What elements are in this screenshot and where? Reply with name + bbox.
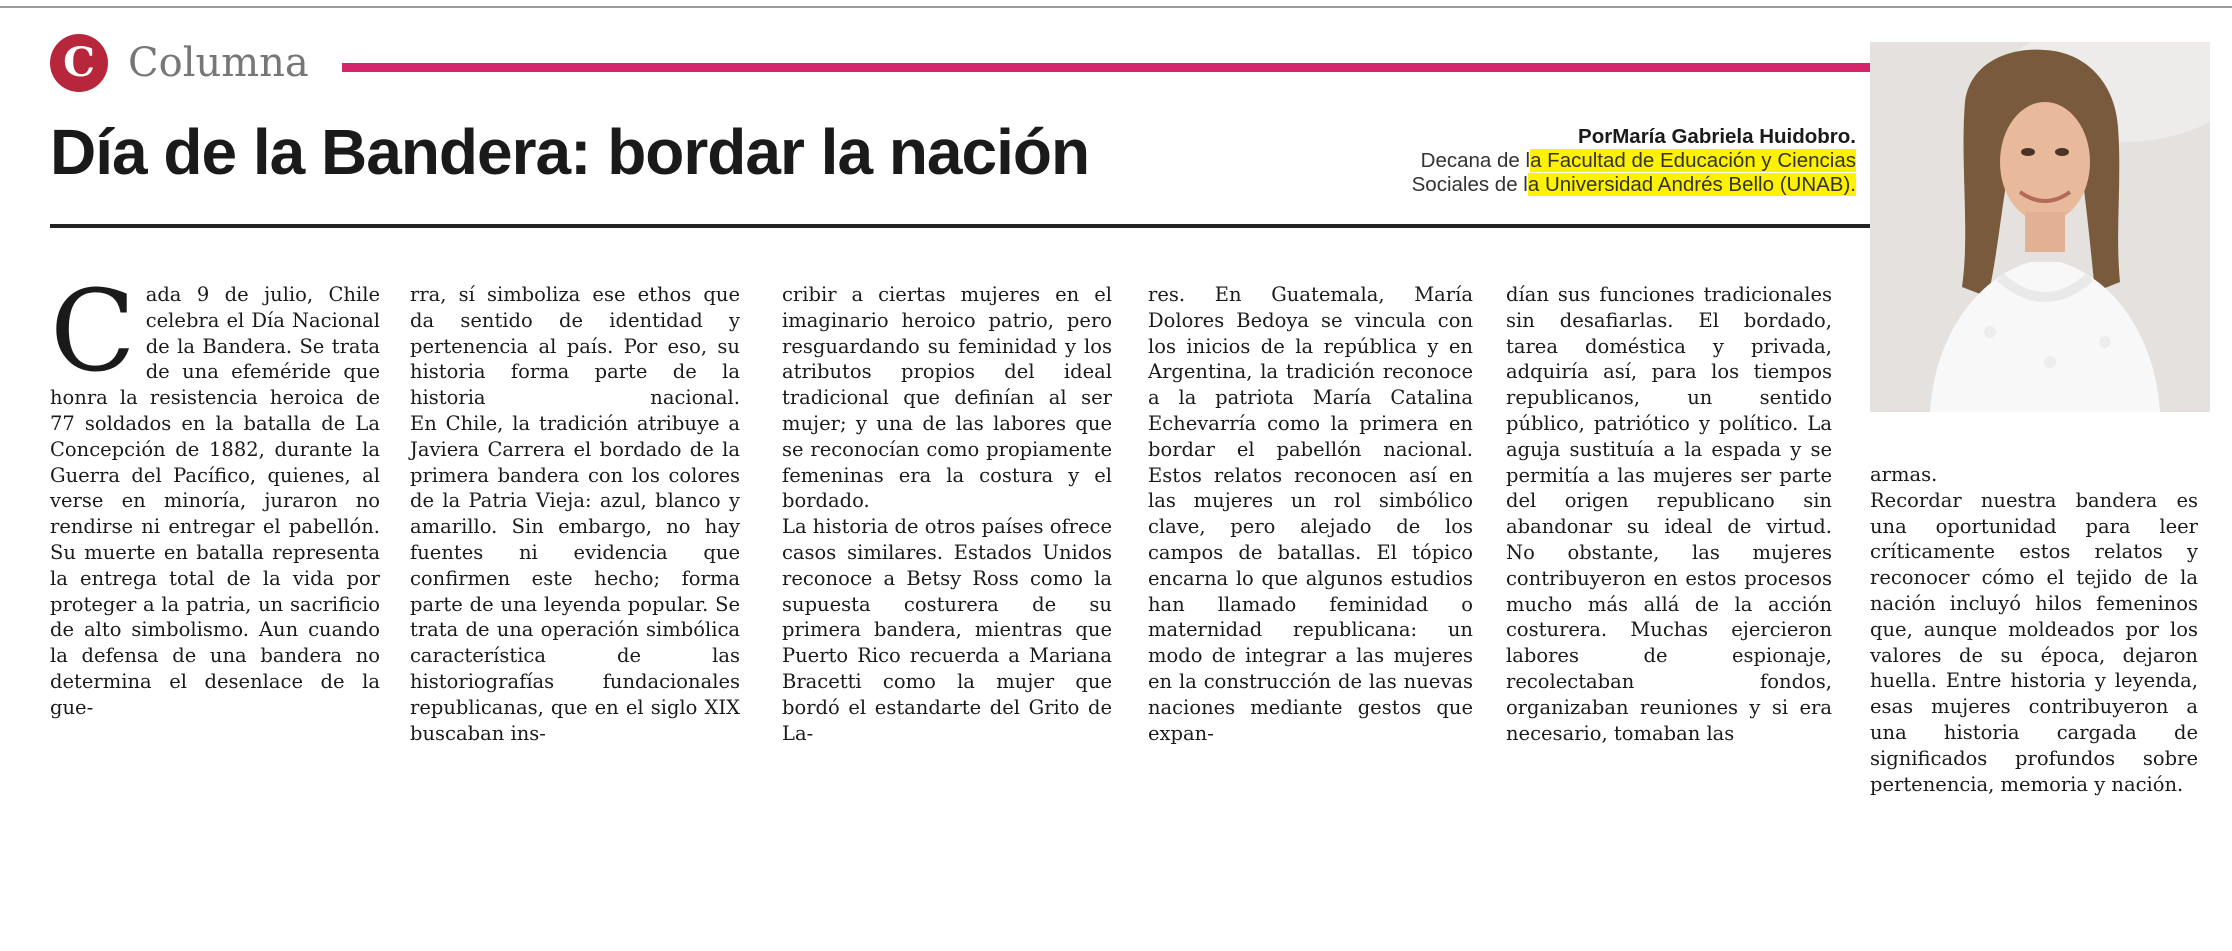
byline xyxy=(1412,125,1856,197)
paragraph: ada 9 de julio, Chile celebra el Día Nacional de la Bandera. Se trata de una efeméride que honra la resistencia heroica de 77 soldados en la batalla de La Concepción de 1882, durante la Guerra del Pacífico, quienes, al verse en minoría, juraron no rendirse ni entregar el pabellón. xyxy=(50,283,380,539)
article-column-1 xyxy=(50,267,380,721)
headline-rule xyxy=(50,224,1870,228)
paragraph: En Chile, la tradición atribuye a Javiera Carrera el bordado de la primera bandera con los colores de la Patria Vieja: azul, blanco y amarillo. Sin embargo, no hay fuentes ni evidencia que confirmen este hecho; forma parte de una leyenda popular. Se trata de una operación simbólica característica de las historiografías fundacionales republicanas, que en el siglo XIX buscaban ins- xyxy=(410,411,740,745)
byline-role-line2 xyxy=(1412,173,1856,197)
paragraph: No obstante, las mujeres contribuyeron en estos procesos mucho más allá de la acción costurera. Muchas ejercieron labores de espionaje, recolectaban fondos, organizaban reuniones y si era necesario, tomaban las xyxy=(1506,540,1832,745)
section-label: Columna xyxy=(128,40,309,86)
paragraph: armas. xyxy=(1870,463,1938,486)
article-column-6 xyxy=(1870,462,2198,797)
byline-role-line2-plain: Sociales de l xyxy=(1411,173,1528,196)
paragraph: Su muerte en batalla representa la entrega total de la vida por proteger a la patria, un sacrificio de alto simbolismo. Aun cuando la defensa de una bandera no determina el desenlace de la gue- xyxy=(50,540,380,719)
byline-role-line2-highlight: a Universidad Andrés Bello (UNAB). xyxy=(1527,173,1856,196)
article-column-5 xyxy=(1506,282,1832,746)
paragraph: Estos relatos reconocen así en las mujeres un rol simbólico clave, pero alejado de los campos de batallas. El tópico encarna lo que algunos estudios han llamado feminidad o maternidad republicana: un modo de integrar a las mujeres en la construcción de las nuevas naciones mediante gestos que expan- xyxy=(1148,463,1473,745)
paragraph: Recordar nuestra bandera es una oportunidad para leer críticamente estos relatos y reconocer cómo el tejido de la nación incluyó hilos femeninos que, aunque moldeados por los valores de su época, dejaron huella. Entre historia y leyenda, esas mujeres contribuyeron a una historia cargada de significados profundos sobre pertenencia, memoria y nación. xyxy=(1870,488,2198,796)
article-column-4 xyxy=(1148,282,1473,746)
section-accent-rule xyxy=(342,63,1922,72)
drop-cap: C xyxy=(50,267,136,397)
author-portrait-icon xyxy=(1870,42,2210,412)
article-column-2 xyxy=(410,282,740,746)
paragraph: cribir a ciertas mujeres en el imaginario heroico patrio, pero resguardando su feminidad y los atributos propios del ideal tradicional que definían al ser mujer; y una de las labores que se reconocían como propiamente femeninas era la costura y el bordado. xyxy=(782,283,1112,513)
paragraph: dían sus funciones tradicionales sin desafiarlas. El bordado, tarea doméstica y privada, adquiría así, para los tiempos republicanos, un sentido público, patriótico y político. La aguja sustituía a la espada y se permitía a las mujeres ser parte del origen republicano sin abandonar su ideal de virtud. xyxy=(1506,283,1832,539)
byline-author: PorMaría Gabriela Huidobro. xyxy=(1578,125,1856,148)
article-column-3 xyxy=(782,282,1112,746)
paragraph: res. En Guatemala, María Dolores Bedoya se vincula con los inicios de la república y en Argentina, la tradición reconoce a la patriota María Catalina Echevarría como la primera en bordar el pabellón nacional. xyxy=(1148,283,1473,461)
byline-role-line1 xyxy=(1412,149,1856,173)
paragraph: rra, sí simboliza ese ethos que da sentido de identidad y pertenencia al país. Por eso, su historia forma parte de la historia nacional. xyxy=(410,283,740,410)
section-badge: C xyxy=(50,34,108,92)
article-headline: Día de la Bandera: bordar la nación xyxy=(50,116,1090,188)
paragraph: La historia de otros países ofrece casos similares. Estados Unidos reconoce a Betsy Ross como la supuesta costurera de su primera bandera, mientras que Puerto Rico recuerda a Mariana Bracetti como la mujer que bordó el estandarte del Grito de La- xyxy=(782,515,1112,745)
byline-role-line1-highlight: a Facultad de Educación y Ciencias xyxy=(1530,149,1856,172)
byline-role-line1-plain: Decana de l xyxy=(1420,149,1531,172)
top-rule xyxy=(0,6,2232,8)
section-header xyxy=(50,30,1870,100)
